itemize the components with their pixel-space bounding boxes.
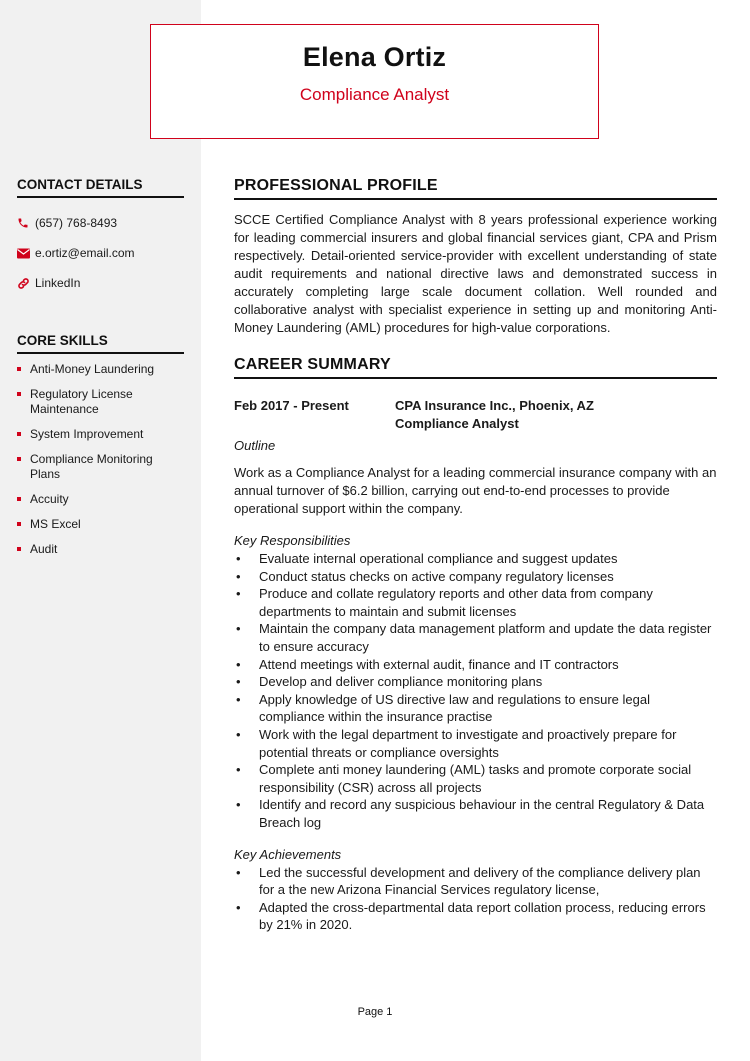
list-item: • Identify and record any suspicious behaviour in the central Regulatory & Data Breach log (234, 796, 717, 831)
job-title: Compliance Analyst (395, 416, 519, 431)
contact-heading: CONTACT DETAILS (17, 177, 184, 198)
contact-email[interactable] (17, 238, 184, 268)
job-header (234, 397, 717, 433)
contact-linkedin[interactable] (17, 268, 184, 298)
list-item: • Work with the legal department to investigate and proactively prepare for potential threats or compliance oversights (234, 726, 717, 761)
skill-item: MS Excel (17, 517, 184, 532)
career-heading: CAREER SUMMARY (234, 356, 717, 379)
skills-list (17, 362, 184, 557)
list-item: • Led the successful development and delivery of the compliance delivery plan for a the new Arizona Financial Services regulatory license, (234, 864, 717, 899)
main-column (234, 177, 717, 934)
outline-label: Outline (234, 438, 276, 453)
responsibilities-label: Key Responsibilities (234, 533, 351, 548)
link-icon (17, 277, 35, 290)
skill-item: Compliance Monitoring Plans (17, 452, 184, 482)
skill-item: Anti-Money Laundering (17, 362, 184, 377)
list-item: • Evaluate internal operational compliance and suggest updates (234, 550, 717, 568)
skill-item: Accuity (17, 492, 184, 507)
skill-item: System Improvement (17, 427, 184, 442)
skills-heading: CORE SKILLS (17, 333, 184, 354)
skill-item: Audit (17, 542, 184, 557)
list-item: • Maintain the company data management platform and update the data register to ensure accuracy (234, 620, 717, 655)
job-company-block (395, 397, 594, 433)
achievements-label: Key Achievements (234, 846, 342, 862)
list-item: • Apply knowledge of US directive law and regulations to ensure legal compliance within the insurance practise (234, 691, 717, 726)
outline-text: Work as a Compliance Analyst for a leading commercial insurance company with an annual turnover of $6.2 billion, carrying out end-to-end processes to provide operational support within the company. (234, 465, 717, 516)
contact-phone[interactable] (17, 208, 184, 238)
list-item: • Complete anti money laundering (AML) tasks and promote corporate social responsibility (CSR) across all projects (234, 761, 717, 796)
job-dates: Feb 2017 - Present (234, 398, 349, 413)
contact-linkedin-text: LinkedIn (35, 276, 81, 290)
list-item: • Adapted the cross-departmental data report collation process, reducing errors by 21% in 2020. (234, 899, 717, 934)
phone-icon (17, 217, 35, 229)
achievements-list (234, 864, 717, 934)
job-company: CPA Insurance Inc., Phoenix, AZ (395, 398, 594, 413)
header-box (150, 24, 599, 139)
candidate-name: Elena Ortiz (302, 42, 447, 72)
page-number: Page 1 (357, 1006, 393, 1018)
profile-text: SCCE Certified Compliance Analyst with 8 years professional experience working for leading commercial insurers and global financial services giant, CPA and Prism respectively. Detail-oriented service-provider with excellent understanding of state audit requirements and national directive laws and demonstrated success in accurately completing large scale document collation. Well rounded and collaborative analyst with specialist experience in setting up and monitoring Anti-Money Laundering (AML) procedures for high-value corporations. (234, 212, 717, 335)
list-item: • Attend meetings with external audit, finance and IT contractors (234, 656, 717, 674)
list-item: • Conduct status checks on active company regulatory licenses (234, 568, 717, 586)
responsibilities-list (234, 550, 717, 832)
contact-email-text: e.ortiz@email.com (35, 246, 135, 260)
skill-item: Regulatory License Maintenance (17, 387, 184, 417)
list-item: • Produce and collate regulatory reports and other data from company departments to maintain and submit licenses (234, 585, 717, 620)
envelope-icon (17, 248, 35, 259)
list-item: • Develop and deliver compliance monitoring plans (234, 673, 717, 691)
contact-list (17, 208, 184, 298)
contact-section (17, 177, 184, 298)
profile-heading: PROFESSIONAL PROFILE (234, 177, 717, 200)
skills-section (17, 333, 184, 567)
contact-phone-text: (657) 768-8493 (35, 216, 118, 230)
candidate-role: Compliance Analyst (299, 85, 450, 104)
